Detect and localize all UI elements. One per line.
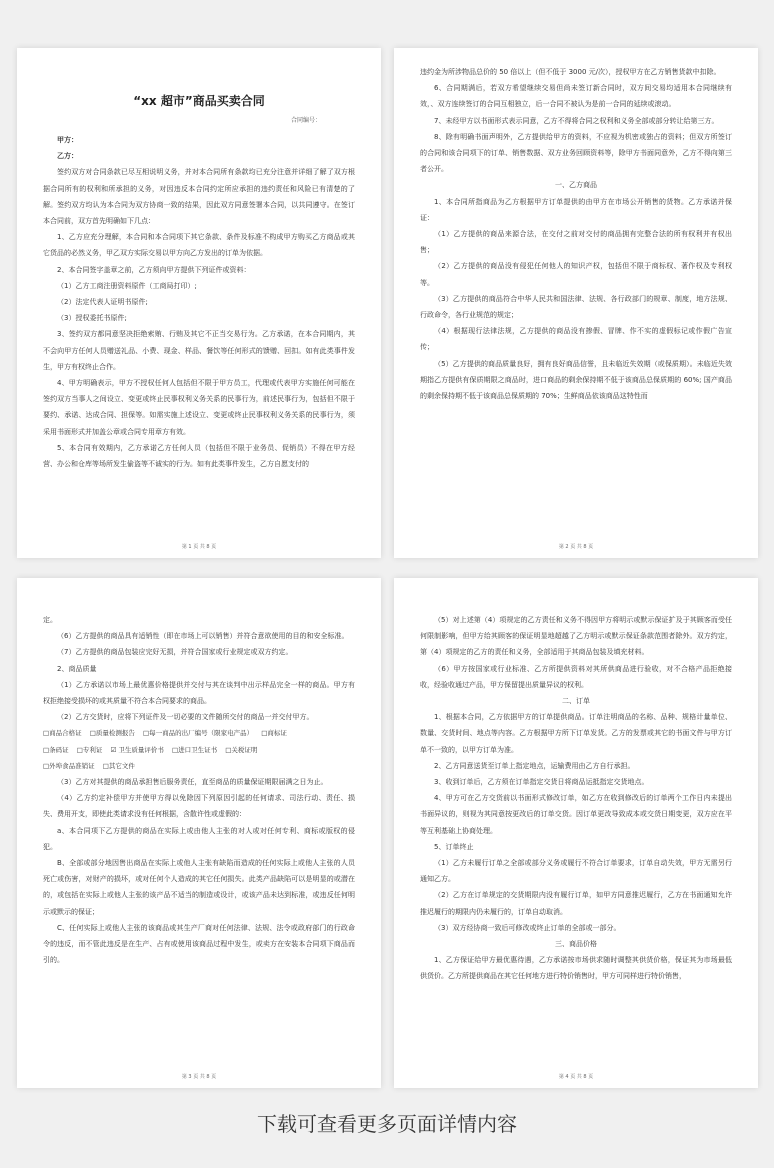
page-footer: 第 3 页 共 8 页 — [181, 1074, 217, 1080]
contract-title: “xx 超市”商品买卖合同 — [133, 94, 265, 108]
paragraph: 4、甲方明确表示，甲方不授权任何人包括但不限于甲方员工，代理或代表甲方实施任何可能在签约双方当事人之间设立、变更或终止民事权利义务关系的民事行为，前述民事行为，包括但不限于要约、承诺、达成合同、担保等。如需实施上述设立、变更或终止民事权利义务关系的民事行为，须采用书面形式并加盖公章或合同专用章方有效。 — [43, 379, 355, 436]
paragraph: 违约金为所涉物品总价的 50 倍以上（但不低于 3000 元/次），授权甲方在乙方销售货款中扣除。 — [420, 68, 721, 76]
paragraph: （2）乙方在订单规定的交货期限内没有履行订单，如甲方同意推迟履行，乙方在书面通知允许推迟履行的期限内仍未履行的，订单自动取消。 — [420, 891, 732, 916]
paragraph: 3、收到订单后，乙方须在订单指定交货日将商品运抵指定交货地点。 — [434, 778, 649, 787]
paragraph: 4、甲方可在乙方交货前以书面形式修改订单，如乙方在收到修改后的订单两个工作日内未提出书面异议的，则视为其同意按更改后的订单交货。因订单更改导致成本或交货日期变更，双方应在平等互利基础上协商处理。 — [420, 794, 732, 835]
paragraph: 2、商品质量 — [57, 664, 97, 673]
paragraph: （6）乙方提供的商品具有适销性（即在市场上可以销售）并符合意欲使用的目的和安全标准。 — [57, 632, 349, 641]
checkbox-item[interactable]: □商品合格证 — [43, 729, 82, 738]
checkbox-item[interactable]: □专利证 — [76, 745, 103, 754]
paragraph: 1、乙方应充分理解，本合同和本合同项下其它条款、条件及标准不构成甲方购买乙方商品或其它货品的必然义务，甲乙双方实际交易以甲方向乙方发出的订单为依据。 — [43, 233, 355, 258]
paragraph: （3）乙方对其提供的商品承担售后服务责任，直至商品的质量保证期限届满之日为止。 — [57, 778, 328, 787]
checkbox-item[interactable]: □质量检测报告 — [89, 729, 135, 738]
document-page-3 — [17, 578, 381, 1088]
paragraph: 2、本合同签字盖章之前，乙方须向甲方提供下列证件或资料： — [57, 265, 251, 274]
paragraph: B、全部或部分地因售出商品在实际上或他人主张有缺陷而造成的任何实际上或他人主张的人员死亡或伤害，对财产的损坏，或对任何个人造成的其它任何损失。此类产品缺陷可以是明显的或潜在的，或包括在实际上或他人主张的该产品不适当的制造或设计，或该产品未达到标准，或违反任何明示或默示的保证； — [43, 859, 355, 916]
paragraph: （5）对上述第（4）项规定的乙方责任和义务不得因甲方将明示或默示保证扩及于其顾客而受任何限制影响，但甲方给其顾客的保证明显地超越了乙方明示或默示保证条款范围者除外。双方约定，第（4）项规定的乙方的责任和义务，全部适用于其商品包装及填充材料。 — [420, 616, 732, 657]
page-footer: 第 1 页 共 8 页 — [181, 544, 217, 550]
section-heading: 二、订单 — [562, 697, 590, 706]
checkbox-item[interactable]: □进口卫生证书 — [171, 745, 218, 754]
paragraph: 1、乙方保证给甲方最优惠待遇，乙方承诺按市场供求随时调整其供货价格，保证其为市场最低供货价。乙方所提供商品在其它任何地方进行特价销售时，甲方可同样进行特价销售， — [420, 956, 732, 981]
document-page-4 — [394, 578, 758, 1088]
download-more-caption: 下载可查看更多页面详情内容 — [257, 1112, 517, 1136]
paragraph: （3）乙方提供的商品符合中华人民共和国法律、法规、各行政部门的规章、制度，地方法规、行政命令，各行业规范的规定； — [420, 294, 732, 320]
paragraph: 2、乙方同意送货至订单上指定地点，运输费用由乙方自行承担。 — [434, 761, 635, 770]
paragraph: （3）双方经协商一致后可修改或终止订单的全部或一部分。 — [434, 923, 621, 932]
paragraph: 6、合同期满后，若双方希望继续交易但尚未签订新合同时，双方间交易均适用本合同继续有效，、双方连续签订的合同互相独立，后一合同不被认为是前一合同的延续或滚动。 — [420, 84, 732, 109]
paragraph: 1、本合同所指商品为乙方根据甲方订单提供的由甲方在市场公开销售的货物。乙方承诺并保证： — [420, 197, 732, 222]
paragraph: （1）乙方提供的商品来源合法，在交付之前对交付的商品拥有完整合法的所有权利并有权出售； — [420, 230, 732, 255]
document-page-1 — [17, 48, 381, 558]
page-footer: 第 2 页 共 8 页 — [558, 544, 594, 550]
checkbox-item[interactable]: ☑ 卫生质量评价书 — [110, 745, 164, 754]
document-page-2 — [394, 48, 758, 558]
paragraph: （6）甲方按国家或行业标准、乙方所提供资料对其所供商品进行验收，对不合格产品拒绝接收，经验收通过产品，甲方保留提出质量异议的权利。 — [420, 664, 732, 689]
paragraph: 1、根据本合同，乙方依据甲方的订单提供商品。订单注明商品的名称、品种、规格计量单位、数量、交货时间、地点等内容。乙方根据甲方所下订单发货。乙方的发票或其它的书面文件与甲方订单不一致的，以甲方订单为准。 — [420, 713, 732, 754]
section-heading: 三、商品价格 — [555, 940, 597, 949]
paragraph: （1）乙方承诺以市场上最优惠价格提供并交付与其在谈判中出示样品完全一样的商品。甲方有权拒绝接受损坏的或其质量不符合本合同要求的商品。 — [43, 680, 355, 706]
paragraph: 定。 — [43, 616, 57, 624]
party-b-label: 乙方： — [57, 152, 78, 161]
document-checklist-row — [43, 742, 355, 758]
paragraph: a、本合同项下乙方提供的商品在实际上或由他人主张的对人或对任何专利、商标或版权的侵犯。 — [43, 826, 355, 851]
contract-number-label: 合同编号： — [290, 117, 321, 124]
section-heading: 一、乙方商品 — [555, 181, 597, 190]
checkbox-item[interactable]: □关税证明 — [225, 745, 258, 754]
paragraph: （1）乙方未履行订单之全部或部分义务或履行不符合订单要求，订单自动失效，甲方无需另行通知乙方。 — [420, 859, 732, 884]
document-checklist-row — [43, 758, 355, 774]
checkbox-item[interactable]: □商标证 — [261, 729, 287, 738]
paragraph: （7）乙方提供的商品包装应完好无损，并符合国家或行业规定或双方约定。 — [57, 648, 293, 657]
paragraph: 5、订单终止 — [434, 842, 474, 851]
page-footer: 第 4 页 共 8 页 — [558, 1074, 594, 1080]
paragraph: （2）乙方提供的商品没有侵犯任何他人的知识产权，包括但不限于商标权、著作权及专利权等。 — [420, 262, 732, 287]
paragraph: （4）乙方约定补偿甲方并使甲方得以免除因下列原因引起的任何请求、司法行动、责任、损失、费用开支，即使此类请求没有任何根据，含散许性或虚假的： — [43, 794, 355, 819]
checkbox-item[interactable]: □其它文件 — [102, 761, 135, 770]
checkbox-item[interactable]: □每一商品的出厂编号（限家电产品） — [142, 729, 254, 738]
paragraph: 5、本合同有效期内，乙方承诺乙方任何人员（包括但不限于业务员、促销员）不得在甲方经营、办公和仓库等场所发生偷盗等不诚实的行为。如有此类事件发生，乙方自愿支付的 — [43, 443, 355, 469]
paragraph: （2）乙方交货时，应将下列证件及一切必要的文件随所交付的商品一并交付甲方。 — [57, 713, 314, 722]
checkbox-item[interactable]: □外埠食品准销证 — [43, 761, 95, 770]
paragraph: （2）法定代表人证明书原件; — [57, 298, 148, 307]
paragraph: （5）乙方提供的商品质量良好，拥有良好商品信誉，且未临近失效期（或保质期）。未临近失效期指乙方提供有保质期限之商品时，进口商品的剩余保持期不低于该商品总保质期的 60%; 国产商品的剩余保持期不低于该商品总保质期的 70%；生鲜商品依该商品这特性而 — [420, 359, 732, 401]
paragraph: 签约双方对合同条款已尽互相说明义务，并对本合同所有条款均已充分注意并详细了解了双方根据合同所有的权利和所承担的义务，对因违反本合同约定所应承担的违约责任和风险已有清楚的了解。签约双方均认为本合同为双方协商一致的结果，因此双方同意签署本合同，以共同遵守。在签订本合同前，双方首先明确如下几点： — [43, 168, 355, 226]
paragraph: （3）授权委托书原件; — [57, 314, 127, 323]
document-checklist-row — [43, 725, 355, 741]
paragraph: （4）根据现行法律法规，乙方提供的商品没有掺假、冒牌、作不实的虚假标记或作假广告宣传； — [420, 327, 732, 352]
checkbox-item[interactable]: □条码证 — [43, 745, 69, 754]
paragraph: 8、除有明确书面声明外，乙方提供给甲方的资料，不应视为机密或独占的资料；但双方所签订的合同和该合同项下的订单、销售数据、双方业务回顾资料等，除甲方书面同意外，乙方不得向第三者公开。 — [420, 132, 732, 174]
paragraph: （1）乙方工商注册资料原件（工商局打印）; — [57, 281, 197, 290]
paragraph: C、任何实际上或他人主张的该商品或其生产厂商对任何法律、法规、法令或政府部门的行政命令的违反，而不管此违反是在生产、占有或使用该商品过程中发生，或卖方在安装本合同项下商品而引的。 — [43, 923, 355, 965]
party-a-label: 甲方： — [57, 136, 78, 144]
paragraph: 7、未经甲方以书面形式表示同意，乙方不得将合同之权利和义务全部或部分转让给第三方。 — [434, 116, 719, 125]
paragraph: 3、签约双方都同意坚决拒绝索贿、行贿及其它不正当交易行为。乙方承诺，在本合同期内，其不会向甲方任何人员赠送礼品、小费、现金、样品、餐饮等任何形式的馈赠、回扣。如有此类事件发生，甲方有权终止合作。 — [43, 330, 355, 371]
